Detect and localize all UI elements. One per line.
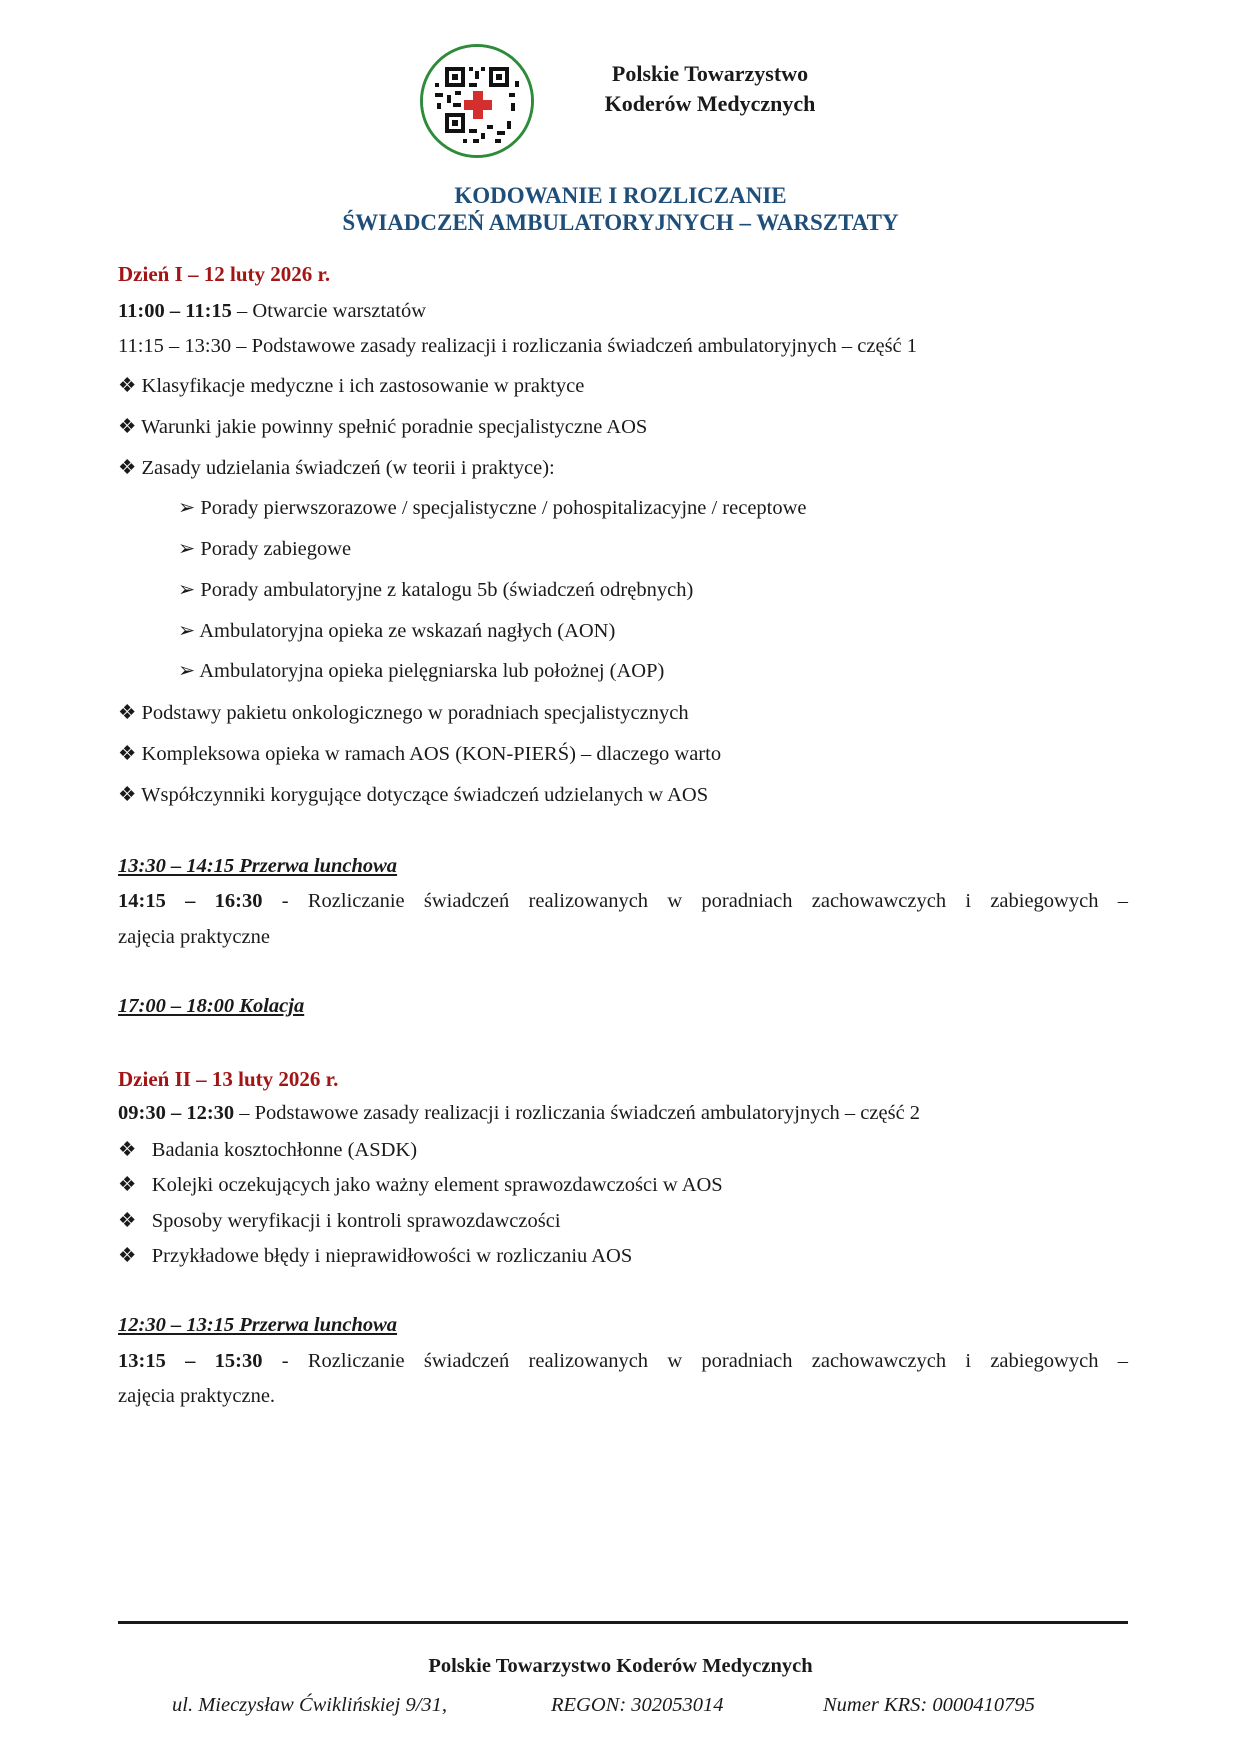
day1-bullet-4: ❖ Podstawy pakietu onkologicznego w poradniach specjalistycznych bbox=[118, 702, 689, 724]
bullet-icon: ❖ bbox=[118, 1139, 137, 1161]
arrow-icon: ➢ bbox=[178, 497, 196, 519]
bullet-icon: ❖ bbox=[118, 1245, 137, 1267]
day2-bullet-4: ❖ Przykładowe błędy i nieprawidłowości w rozliczaniu AOS bbox=[118, 1245, 633, 1267]
bullet-icon: ❖ bbox=[118, 743, 137, 765]
day1-subbullet-1: ➢ Porady pierwszorazowe / specjalistyczne / pohospitalizacyjne / receptowe bbox=[178, 497, 807, 519]
footer-address: ul. Mieczysław Ćwiklińskiej 9/31, bbox=[172, 1694, 448, 1716]
bullet-icon: ❖ bbox=[118, 416, 137, 438]
bullet-icon: ❖ bbox=[118, 702, 137, 724]
footer-org-name: Polskie Towarzystwo Koderów Medycznych bbox=[428, 1655, 813, 1677]
day1-bullet-6: ❖ Współczynniki korygujące dotyczące świadczeń udzielanych w AOS bbox=[118, 784, 709, 806]
arrow-icon: ➢ bbox=[178, 660, 196, 682]
day1-bullet-5: ❖ Kompleksowa opieka w ramach AOS (KON-PIERŚ) – dlaczego warto bbox=[118, 743, 722, 765]
bullet-icon: ❖ bbox=[118, 375, 137, 397]
day1-subbullet-3: ➢ Porady ambulatoryjne z katalogu 5b (świadczeń odrębnych) bbox=[178, 579, 694, 601]
day1-item1-time: 11:00 – 11:15 bbox=[118, 300, 232, 322]
day2-session: 13:15 – 15:30 - Rozliczanie świadczeń realizowanych w poradniach zachowawczych i zabiegowych – bbox=[118, 1350, 1128, 1372]
qr-code-logo-icon bbox=[420, 44, 534, 158]
day1-session: 14:15 – 16:30 - Rozliczanie świadczeń realizowanych w poradniach zachowawczych i zabiegowych – bbox=[118, 890, 1128, 912]
day1-heading: Dzień I – 12 luty 2026 r. bbox=[118, 262, 331, 286]
day1-bullet-2: ❖ Warunki jakie powinny spełnić poradnie specjalistyczne AOS bbox=[118, 416, 648, 438]
day1-subbullet-2: ➢ Porady zabiegowe bbox=[178, 538, 352, 560]
day1-subbullet-5: ➢ Ambulatoryjna opieka pielęgniarska lub położnej (AOP) bbox=[178, 660, 665, 682]
day1-item1-text: – Otwarcie warsztatów bbox=[231, 300, 427, 322]
arrow-icon: ➢ bbox=[178, 620, 196, 642]
footer-divider bbox=[118, 1621, 1128, 1624]
day2-bullet-1: ❖ Badania kosztochłonne (ASDK) bbox=[118, 1139, 418, 1161]
bullet-icon: ❖ bbox=[118, 784, 137, 806]
org-name-line2: Koderów Medycznych bbox=[604, 91, 816, 116]
footer-krs: Numer KRS: 0000410795 bbox=[823, 1694, 1035, 1716]
day1-bullet-1: ❖ Klasyfikacje medyczne i ich zastosowanie w praktyce bbox=[118, 375, 585, 397]
day2-session-cont: zajęcia praktyczne. bbox=[118, 1385, 276, 1407]
day2-break: 12:30 – 13:15 Przerwa lunchowa bbox=[118, 1314, 398, 1336]
day2-heading: Dzień II – 13 luty 2026 r. bbox=[118, 1067, 339, 1091]
page-title-line2: ŚWIADCZEŃ AMBULATORYJNYCH – WARSZTATY bbox=[342, 210, 899, 235]
day1-bullet-3: ❖ Zasady udzielania świadczeń (w teorii i praktyce): bbox=[118, 457, 555, 479]
arrow-icon: ➢ bbox=[178, 538, 196, 560]
day2-item1: 09:30 – 12:30 – Podstawowe zasady realizacji i rozliczania świadczeń ambulatoryjnych – część 2 bbox=[118, 1102, 921, 1124]
bullet-icon: ❖ bbox=[118, 1210, 137, 1232]
day2-bullet-3: ❖ Sposoby weryfikacji i kontroli sprawozdawczości bbox=[118, 1210, 561, 1232]
day1-session-cont: zajęcia praktyczne bbox=[118, 926, 270, 948]
day1-dinner: 17:00 – 18:00 Kolacja bbox=[118, 995, 305, 1017]
arrow-icon: ➢ bbox=[178, 579, 196, 601]
day1-subbullet-4: ➢ Ambulatoryjna opieka ze wskazań nagłych (AON) bbox=[178, 620, 616, 642]
page-title-line1: KODOWANIE I ROZLICZANIE bbox=[454, 183, 787, 208]
org-name-line1: Polskie Towarzystwo bbox=[611, 61, 809, 86]
day2-bullet-2: ❖ Kolejki oczekujących jako ważny element sprawozdawczości w AOS bbox=[118, 1174, 723, 1196]
day1-item2: 11:15 – 13:30 – Podstawowe zasady realizacji i rozliczania świadczeń ambulatoryjnych – część 1 bbox=[118, 335, 918, 357]
bullet-icon: ❖ bbox=[118, 457, 137, 479]
day1-break: 13:30 – 14:15 Przerwa lunchowa bbox=[118, 855, 398, 877]
footer-regon: REGON: 302053014 bbox=[551, 1694, 724, 1716]
bullet-icon: ❖ bbox=[118, 1174, 137, 1196]
day1-item1 bbox=[118, 300, 426, 323]
